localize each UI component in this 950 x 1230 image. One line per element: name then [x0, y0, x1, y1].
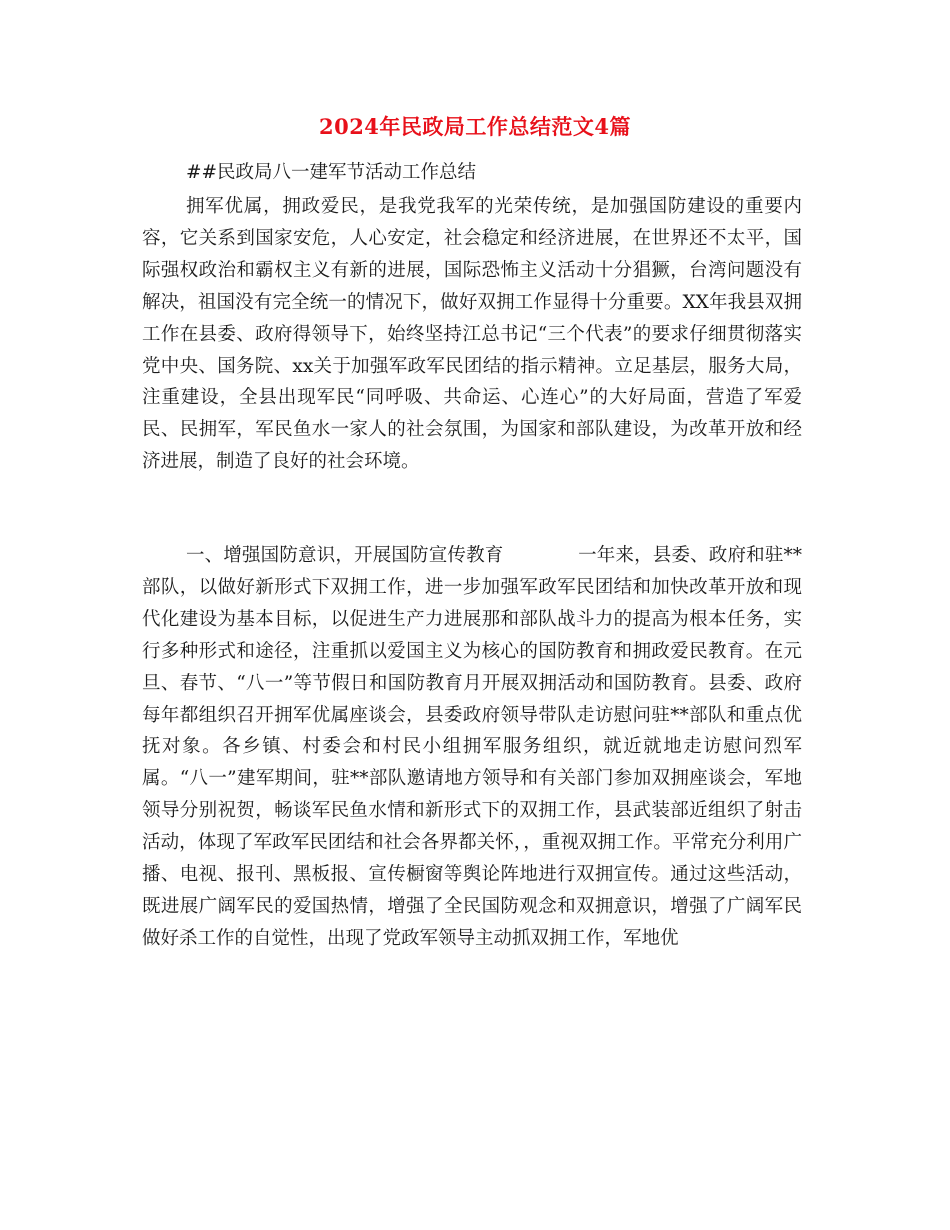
document-title: 2024年民政局工作总结范文4篇: [318, 114, 632, 139]
section-heading: ##民政局八一建军节活动工作总结: [186, 162, 477, 183]
paragraph-national-defense: 一、增强国防意识，开展国防宣传教育 一年来，县委、政府和驻**部队，以做好新形式下双拥工作，进一步加强军政军民团结和加快改革开放和现代化建设为基本目标，以促进生产力进展那和部队战斗力的提高为根本任务，实行多种形式和途径，注重抓以爱国主义为核心的国防教育和拥政爱民教育。在元旦、春节、“八一”等节假日和国防教育月开展双拥活动和国防教育。县委、政府每年都组织召开拥军优属座谈会，县委政府领导带队走访慰问驻**部队和重点优抚对象。各乡镇、村委会和村民小组拥军服务组织，就近就地走访慰问烈军属。“八一”建军期间，驻**部队邀请地方领导和有关部门参加双拥座谈会，军地领导分别祝贺，畅谈军民鱼水情和新形式下的双拥工作，县武装部近组织了射击活动，体现了军政军民团结和社会各界都关怀，，重视双拥工作。平常充分利用广播、电视、报刊、黑板报、宣传橱窗等舆论阵地进行双拥宣传。通过这些活动，既进展广阔军民的爱国热情，增强了全民国防观念和双拥意识，增强了广阔军民做好杀工作的自觉性，出现了党政军领导主动抓双拥工作，军地优: [142, 545, 802, 949]
paragraph-intro: 拥军优属，拥政爱民，是我党我军的光荣传统，是加强国防建设的重要内容，它关系到国家安危，人心安定，社会稳定和经济进展，在世界还不太平，国际强权政治和霸权主义有新的进展，国际恐怖主义活动十分猖獗，台湾问题没有解决，祖国没有完全统一的情况下，做好双拥工作显得十分重要。XX年我县双拥工作在县委、政府得领导下，始终坚持江总书记“三个代表”的要求仔细贯彻落实党中央、国务院、xx关于加强军政军民团结的指示精神。立足基层，服务大局，注重建设，全县出现军民“同呼吸、共命运、心连心”的大好局面，营造了军爱民、民拥军，军民鱼水一家人的社会氛围，为国家和部队建设，为改革开放和经济进展，制造了良好的社会环境。: [142, 196, 802, 473]
